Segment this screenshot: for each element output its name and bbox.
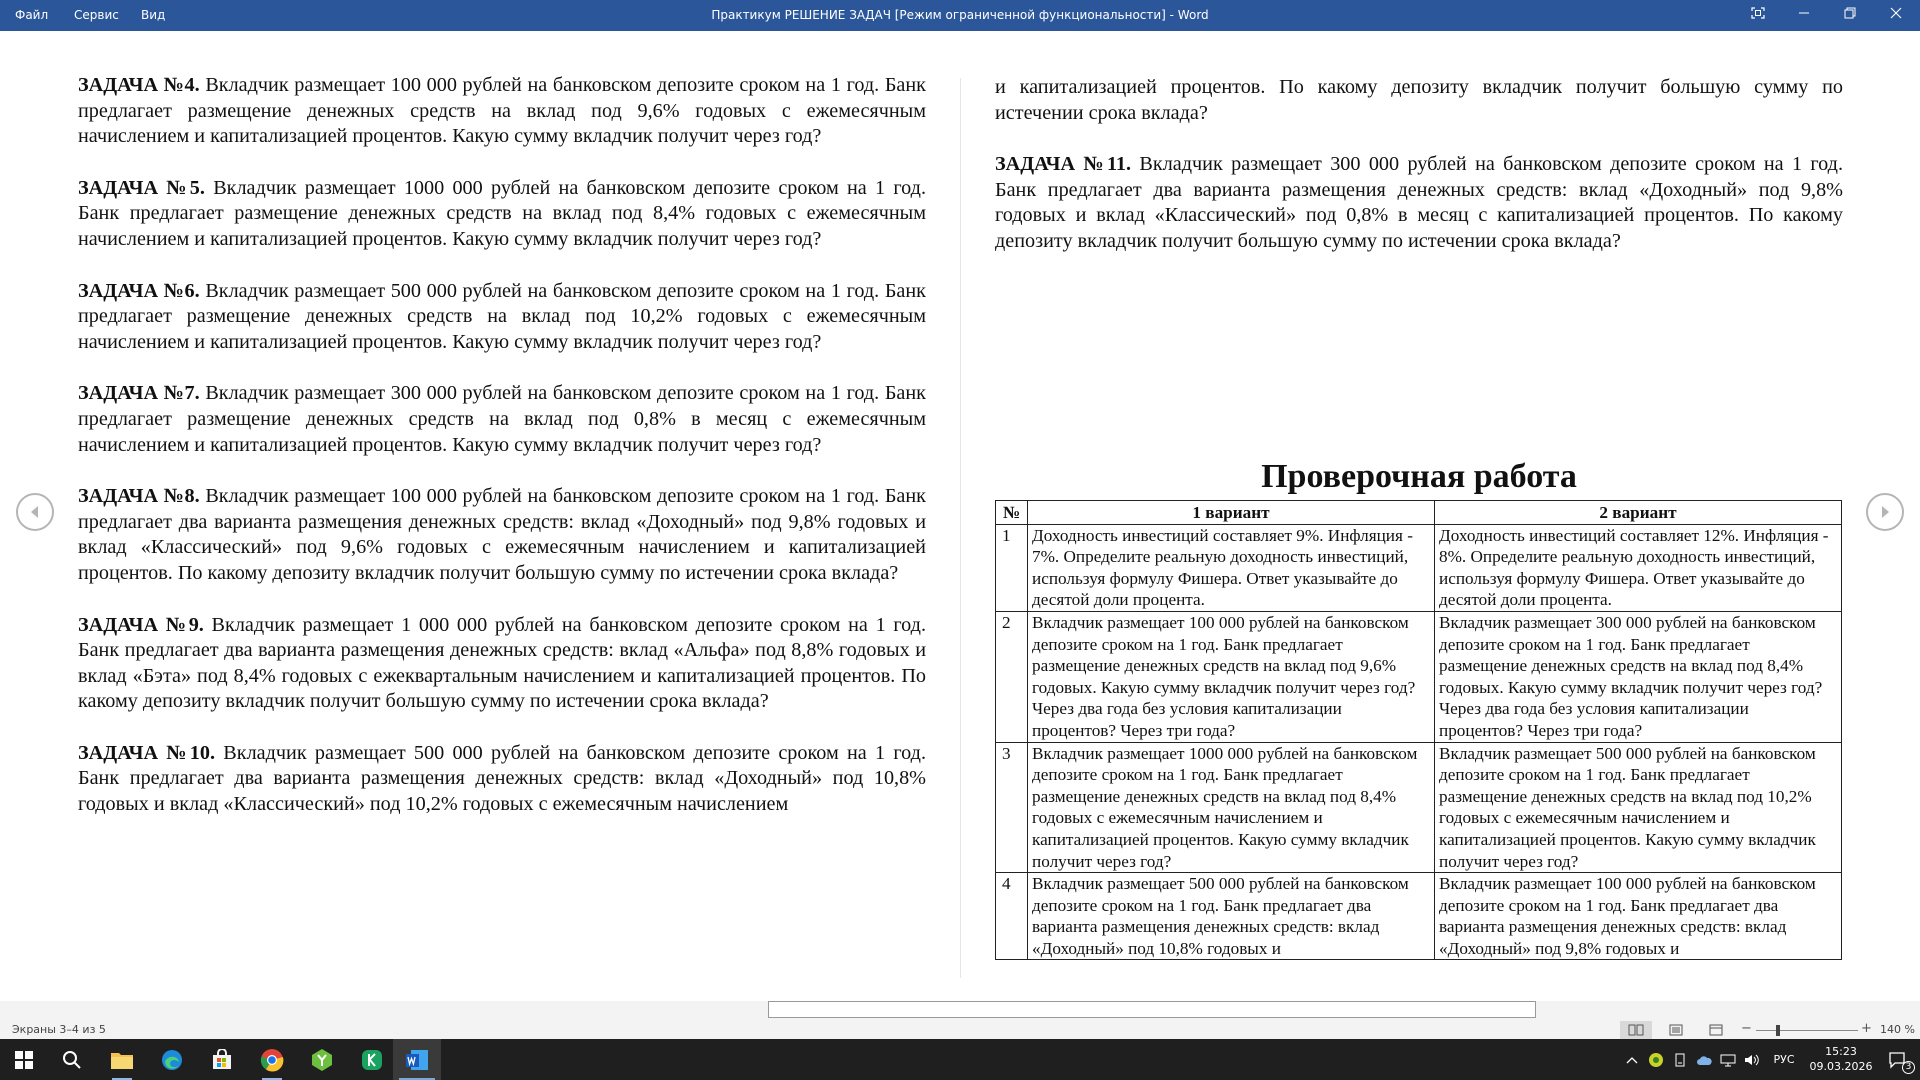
left-page bbox=[78, 73, 926, 844]
row-number: 1 bbox=[996, 524, 1028, 611]
restore-icon bbox=[1844, 7, 1856, 19]
right-page bbox=[995, 75, 1843, 281]
next-screen-button[interactable] bbox=[1866, 493, 1904, 531]
table-row bbox=[996, 611, 1842, 742]
taskbar bbox=[0, 1039, 1920, 1080]
variant-2-cell: Вкладчик размещает 300 000 рублей на банковском депозите сроком на 1 год. Банк предлагает размещение денежных средств на вклад под 8,4% годовых. Какую сумму вкладчик получит через год? Через два года без условия капитализации процентов? Через три года? bbox=[1435, 611, 1842, 742]
zoom-out-button[interactable]: − bbox=[1741, 1021, 1752, 1036]
task-7 bbox=[78, 381, 926, 458]
taskbar-word[interactable] bbox=[393, 1039, 441, 1080]
variant-1-cell: Доходность инвестиций составляет 9%. Инфляция - 7%. Определите реальную доходность инвестиций, используя формулу Фишера. Ответ указывайте до десятой доли процента. bbox=[1028, 524, 1435, 611]
menu-view[interactable]: Вид bbox=[141, 8, 166, 22]
close-button[interactable] bbox=[1873, 0, 1919, 31]
zoom-in-button[interactable]: + bbox=[1861, 1021, 1872, 1036]
page-divider bbox=[960, 78, 961, 978]
status-bar bbox=[0, 1021, 1920, 1039]
focus-mode-button[interactable] bbox=[1735, 0, 1781, 31]
variant-1-cell: Вкладчик размещает 500 000 рублей на банковском депозите сроком на 1 год. Банк предлагает два варианта размещения денежных средств: вклад «Доходный» под 10,8% годовых и bbox=[1028, 873, 1435, 960]
variant-1-cell: Вкладчик размещает 100 000 рублей на банковском депозите сроком на 1 год. Банк предлагает размещение денежных средств на вклад под 9,6% годовых. Какую сумму вкладчик получит через год? Через два года без условия капитализации процентов? Через три года? bbox=[1028, 611, 1435, 742]
green-app-icon bbox=[310, 1048, 334, 1072]
folder-icon bbox=[110, 1050, 134, 1070]
taskbar-file-explorer[interactable] bbox=[98, 1039, 146, 1080]
chrome-browser-icon bbox=[260, 1048, 284, 1072]
table-row bbox=[996, 873, 1842, 960]
show-hidden-icons-button[interactable] bbox=[1622, 1039, 1642, 1080]
tray-cloud-icon[interactable] bbox=[1694, 1039, 1714, 1080]
task-text: Вкладчик размещает 100 000 рублей на банковском депозите сроком на 1 год. Банк предлагает два варианта размещения денежных средств: вклад «Доходный» под 9,8% годовых и вклад «Классический» под 9,6% годовых с ежемесячным начислением и капитализацией процентов. По какому депозиту вкладчик получит большую сумму по истечении срока вклада? bbox=[78, 485, 926, 584]
check-work-table bbox=[995, 500, 1842, 960]
web-page-icon bbox=[1709, 1024, 1723, 1036]
column-header-variant-2: 2 вариант bbox=[1435, 501, 1842, 525]
task-5 bbox=[78, 176, 926, 253]
taskbar-app-k[interactable] bbox=[348, 1039, 396, 1080]
screen-counter: Экраны 3–4 из 5 bbox=[12, 1023, 106, 1036]
taskbar-app-green[interactable] bbox=[298, 1039, 346, 1080]
tray-badge-icon bbox=[1648, 1052, 1664, 1068]
task-text: Вкладчик размещает 100 000 рублей на банковском депозите сроком на 1 год. Банк предлагает размещение денежных средств на вклад под 9,6% годовых с ежемесячным начислением и капитализацией процентов. Какую сумму вкладчик получит через год? bbox=[78, 74, 926, 148]
title-bar bbox=[0, 0, 1920, 31]
tray-app-icon[interactable] bbox=[1646, 1039, 1666, 1080]
check-work-title: Проверочная работа bbox=[1261, 458, 1577, 495]
menu-file[interactable]: Файл bbox=[15, 8, 49, 22]
task-label: ЗАДАЧА №8. bbox=[78, 485, 200, 508]
task-4 bbox=[78, 73, 926, 150]
variant-2-cell: Вкладчик размещает 100 000 рублей на банковском депозите сроком на 1 год. Банк предлагает два варианта размещения денежных средств: вклад «Доходный» под 9,8% годовых и bbox=[1435, 873, 1842, 960]
task-label: ЗАДАЧА №5. bbox=[78, 176, 205, 199]
clock-time: 15:23 bbox=[1825, 1045, 1857, 1058]
taskbar-store[interactable] bbox=[198, 1039, 246, 1080]
tray-device-icon[interactable] bbox=[1670, 1039, 1690, 1080]
column-header-variant-1: 1 вариант bbox=[1028, 501, 1435, 525]
table-header-row bbox=[996, 501, 1842, 525]
check-work-table-clip bbox=[990, 496, 1850, 992]
column-header-number: № bbox=[996, 501, 1028, 525]
taskbar-edge[interactable] bbox=[148, 1039, 196, 1080]
language-indicator[interactable]: РУС bbox=[1773, 1053, 1795, 1066]
variant-1-cell: Вкладчик размещает 1000 000 рублей на банковском депозите сроком на 1 год. Банк предлагает размещение денежных средств на вклад под 8,4% годовых с ежемесячным начислением и капитализацией процентов. Какую сумму вкладчик получит через год? bbox=[1028, 742, 1435, 873]
task-label: ЗАДАЧА №7. bbox=[78, 382, 200, 405]
task-text: Вкладчик размещает 500 000 рублей на банковском депозите сроком на 1 год. Банк предлагает два варианта размещения денежных средств: вклад «Доходный» под 10,8% годовых и вклад «Классический» под 10,2% годовых с ежемесячным начислением bbox=[78, 741, 926, 816]
k-app-icon bbox=[361, 1049, 383, 1071]
row-number: 3 bbox=[996, 742, 1028, 873]
task-text: Вкладчик размещает 300 000 рублей на банковском депозите сроком на 1 год. Банк предлагает два варианта размещения денежных средств: вклад «Доходный» под 9,8% годовых и вклад «Классический» под 0,8% в месяц с капитализацией процентов. По какому депозиту вкладчик получит большую сумму по истечении срока вклада? bbox=[995, 153, 1844, 252]
search-icon bbox=[62, 1050, 82, 1070]
print-layout-button[interactable] bbox=[1660, 1021, 1692, 1039]
reading-area bbox=[0, 31, 1920, 1001]
speaker-icon bbox=[1744, 1053, 1760, 1067]
word-icon bbox=[405, 1049, 429, 1071]
row-number: 2 bbox=[996, 611, 1028, 742]
notifications-button[interactable] bbox=[1878, 1039, 1918, 1080]
task-label: ЗАДАЧА №4. bbox=[78, 74, 200, 96]
network-icon bbox=[1720, 1053, 1736, 1067]
task-text: Вкладчик размещает 500 000 рублей на банковском депозите сроком на 1 год. Банк предлагает размещение денежных средств на вклад под 10,2% годовых с ежемесячным начислением и капитализацией процентов. Какую сумму вкладчик получит через год? bbox=[78, 279, 926, 353]
task-text: Вкладчик размещает 1 000 000 рублей на банковском депозите сроком на 1 год. Банк предлагает два варианта размещения денежных средств: вклад «Альфа» под 8,8% годовых и вклад «Бэта» под 8,4% годовых с ежеквартальным начислением и капитализацией процентов. По какому депозиту вкладчик получит большую сумму по истечении срока вклада? bbox=[78, 613, 926, 713]
restore-button[interactable] bbox=[1827, 0, 1873, 31]
taskbar-chrome[interactable] bbox=[248, 1039, 296, 1080]
tray-network-icon[interactable] bbox=[1718, 1039, 1738, 1080]
menu-service[interactable]: Сервис bbox=[74, 8, 119, 22]
task-label: ЗАДАЧА №9. bbox=[78, 613, 204, 636]
web-layout-button[interactable] bbox=[1700, 1021, 1732, 1039]
zoom-slider[interactable] bbox=[1756, 1030, 1858, 1031]
task-10-continuation: и капитализацией процентов. По какому депозиту вкладчик получит большую сумму по истечении срока вклада? bbox=[995, 76, 1843, 124]
device-icon bbox=[1673, 1053, 1687, 1067]
task-10 bbox=[78, 741, 926, 818]
start-button[interactable] bbox=[0, 1039, 48, 1080]
windows-logo-icon bbox=[15, 1051, 33, 1069]
task-6 bbox=[78, 279, 926, 356]
tray-volume-icon[interactable] bbox=[1742, 1039, 1762, 1080]
read-mode-button[interactable] bbox=[1620, 1021, 1652, 1039]
store-bag-icon bbox=[211, 1049, 233, 1071]
window-title: Практикум РЕШЕНИЕ ЗАДАЧ [Режим ограниченной функциональности] - Word bbox=[711, 8, 1209, 22]
zoom-slider-thumb[interactable] bbox=[1776, 1025, 1780, 1036]
table-row bbox=[996, 524, 1842, 611]
zoom-level[interactable]: 140 % bbox=[1880, 1023, 1915, 1036]
chevron-right-icon bbox=[1878, 505, 1892, 519]
edge-browser-icon bbox=[161, 1049, 183, 1071]
task-label: ЗАДАЧА №10. bbox=[78, 741, 216, 764]
task-label: ЗАДАЧА №11. bbox=[995, 153, 1132, 176]
task-text: Вкладчик размещает 300 000 рублей на банковском депозите сроком на 1 год. Банк предлагает размещение денежных средств на вклад под 0,8% в месяц с ежемесячным начислением и капитализацией процентов. Какую сумму вкладчик получит через год? bbox=[78, 382, 926, 456]
close-icon bbox=[1890, 7, 1902, 19]
task-label: ЗАДАЧА №6. bbox=[78, 279, 200, 302]
task-8 bbox=[78, 484, 926, 586]
fullscreen-icon bbox=[1751, 7, 1765, 19]
page-icon bbox=[1669, 1024, 1683, 1036]
chevron-up-icon bbox=[1626, 1056, 1638, 1064]
previous-screen-button[interactable] bbox=[16, 493, 54, 531]
task-9 bbox=[78, 613, 926, 715]
onedrive-cloud-icon bbox=[1696, 1054, 1712, 1066]
chevron-left-icon bbox=[28, 505, 42, 519]
variant-2-cell: Доходность инвестиций составляет 12%. Инфляция - 8%. Определите реальную доходность инвестиций, используя формулу Фишера. Ответ указывайте до десятой доли процента. bbox=[1435, 524, 1842, 611]
horizontal-scrollbar-thumb[interactable] bbox=[768, 1001, 1536, 1018]
minimize-button[interactable] bbox=[1781, 0, 1827, 31]
clock-date: 09.03.2026 bbox=[1809, 1060, 1873, 1073]
task-11 bbox=[995, 152, 1843, 254]
row-number: 4 bbox=[996, 873, 1028, 960]
table-row bbox=[996, 742, 1842, 873]
task-text: Вкладчик размещает 1000 000 рублей на банковском депозите сроком на 1 год. Банк предлагает размещение денежных средств на вклад под 8,4% годовых с ежемесячным начислением и капитализацией процентов. Какую сумму вкладчик получит через год? bbox=[78, 176, 926, 250]
clock[interactable] bbox=[1806, 1044, 1876, 1074]
minimize-icon bbox=[1798, 7, 1810, 19]
search-button[interactable] bbox=[48, 1039, 96, 1080]
variant-2-cell: Вкладчик размещает 500 000 рублей на банковском депозите сроком на 1 год. Банк предлагает размещение денежных средств на вклад под 10,2% годовых с ежемесячным начислением и капитализацией процентов. Какую сумму вкладчик получит через год? bbox=[1435, 742, 1842, 873]
notification-count: 3 bbox=[1902, 1061, 1915, 1074]
book-icon bbox=[1628, 1024, 1644, 1036]
